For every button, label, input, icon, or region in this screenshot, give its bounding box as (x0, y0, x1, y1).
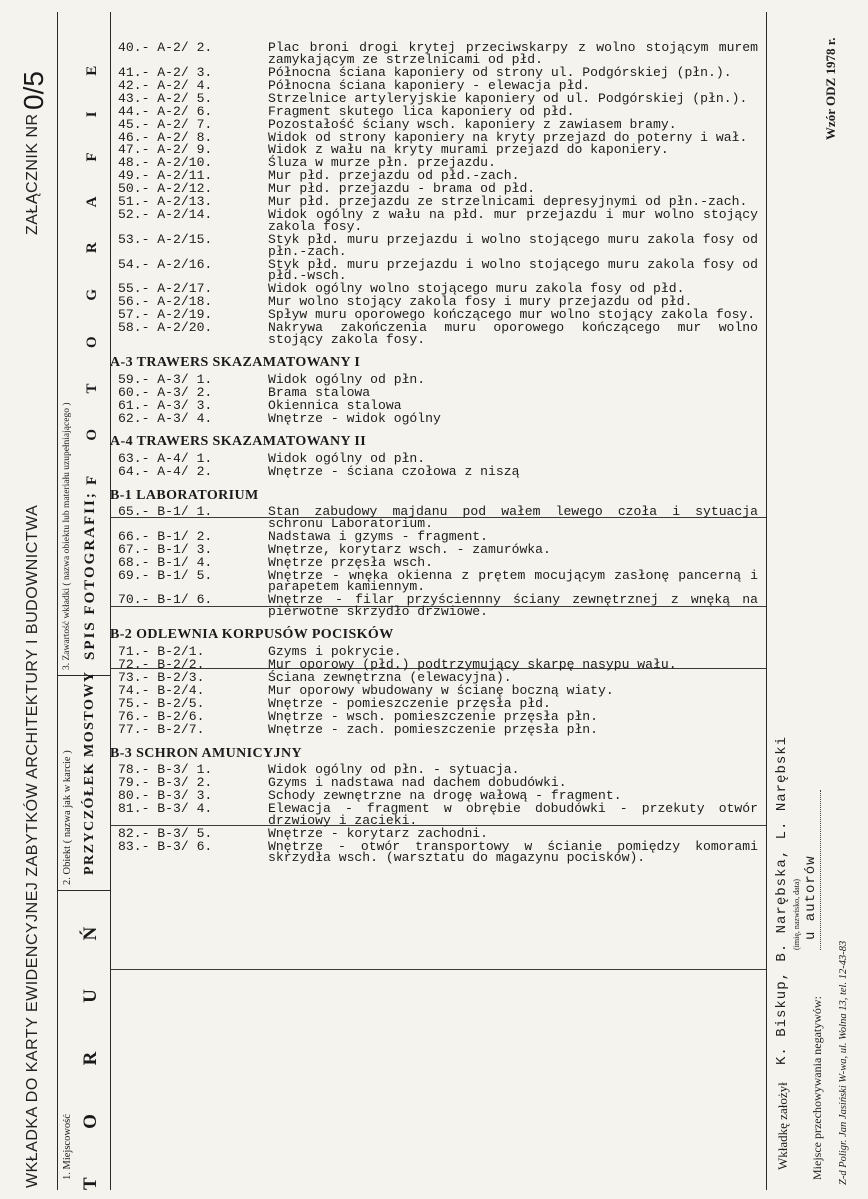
photo-number: 44.- A-2/ 6. (118, 103, 213, 119)
section-heading: B-1 LABORATORIUM (110, 487, 259, 503)
list-item (118, 777, 758, 789)
photo-number: 70.- B-1/ 6. (118, 592, 213, 608)
photo-number: 68.- B-1/ 4. (118, 554, 213, 570)
photo-description: Elewacja - fragment w obrębie dobudówki - przekuty otwór drzwiowy i zacieki. (268, 801, 758, 828)
photo-description: Wnętrze przęsła wsch. (268, 554, 434, 570)
list-item (118, 711, 758, 723)
list-item (118, 659, 758, 671)
photo-description: Spływ muru oporowego kończącego mur wolno stojący zakola fosy. (268, 307, 756, 323)
photo-description: Widok z wału na kryty murami przejazd do kaponiery. (268, 142, 669, 158)
list-item (118, 410, 758, 426)
right-border (766, 12, 767, 1190)
attachment-number: 0/5 (18, 71, 49, 110)
photo-number: 40.- A-2/ 2. (118, 40, 213, 55)
photo-description: Wnętrze, korytarz wsch. - zamurówka. (268, 541, 551, 557)
photo-number: 42.- A-2/ 4. (118, 77, 213, 93)
photo-description: Plac broni drogi krytej przeciwskarpy z wolno stojącym murem zamykającym ze strzelnicami od płd. (268, 40, 758, 67)
list-item (118, 790, 758, 802)
field-content-label: 3. Zawartość wkładki ( nazwa obiektu lub materiału uzupełniającego ) (62, 402, 72, 670)
form-code: Wzór ODZ 1978 r. (823, 37, 838, 140)
photo-number: 64.- A-4/ 2. (118, 464, 213, 479)
photo-description: Wnętrze - pomieszczenie przęsła płd. (268, 696, 551, 712)
photo-number: 71.- B-2/1. (118, 644, 205, 660)
author-value: K. Biskup, B. Narębska, L. Narębski (774, 735, 790, 1065)
photo-number: 83.- B-3/ 6. (118, 838, 213, 854)
photo-number: 54.- A-2/16. (118, 256, 213, 272)
field-object-value: PRZYCZÓŁEK MOSTOWY (82, 670, 97, 875)
list-item (118, 384, 758, 400)
section-rule (110, 969, 766, 970)
photo-description: Gzyms i pokrycie. (268, 644, 402, 660)
field-content-value-2: F O T O G R A F I E (84, 49, 100, 485)
photo-number: 77.- B-2/7. (118, 721, 205, 737)
photo-description: Nakrywa zakończenia muru oporowego kończącego mur wolno stojący zakola fosy. (268, 320, 758, 347)
photo-number: 62.- A-3/ 4. (118, 410, 213, 426)
list-item (118, 528, 758, 544)
photo-number: 52.- A-2/14. (118, 207, 213, 223)
list-item (118, 157, 758, 169)
photo-description: Północna ściana kaponiery od strony ul. Podgórskiej (płn.). (268, 64, 732, 80)
photo-number: 58.- A-2/20. (118, 320, 213, 336)
photo-description: Styk płd. muru przejazdu i wolno stojącego muru zakola fosy od płd.-wsch. (268, 256, 758, 284)
photo-description: Okiennica stalowa (268, 397, 402, 413)
list-item (118, 646, 758, 658)
list-item (118, 231, 758, 259)
list-item (118, 371, 758, 387)
list-item (118, 397, 758, 413)
list-item (118, 42, 758, 65)
photo-description: Północna ściana kaponiery - elewacja płd. (268, 77, 591, 93)
list-item (118, 170, 758, 182)
photo-description: Widok ogólny wolno stojącego muru zakola fosy od płd. (268, 281, 685, 297)
author-label: Wkładkę założył (775, 1082, 790, 1170)
photo-description: Mur płd. przejazdu ze strzelnicami depresyjnymi od płn.-zach. (268, 194, 748, 210)
photo-description: Gzyms i nadstawa nad dachem dobudówki. (268, 775, 567, 791)
attachment-label: ZAŁĄCZNIK NR (24, 113, 41, 235)
printer-info: Z-d Poligr. Jan Jasiński W-wa, ul. Wolna 13, tel. 12-43-83 (838, 940, 849, 1185)
field-content-value: SPIS FOTOGRAFII; (82, 491, 98, 660)
photo-number: 63.- A-4/ 1. (118, 451, 213, 467)
list-item (118, 77, 758, 93)
photo-description: Wnętrze - filar przyściennny ściany zewnętrznej z wnęką na pierwotne skrzydło drzwiowe. (268, 592, 758, 619)
negatives-dotted-line (820, 790, 822, 950)
photo-number: 78.- B-3/ 1. (118, 762, 213, 778)
photo-number: 67.- B-1/ 3. (118, 541, 213, 557)
list-item (118, 567, 758, 595)
photo-description: Widok ogólny od płn. (268, 451, 426, 467)
list-item (118, 296, 758, 308)
photo-description: Pozostałość ściany wsch. kaponiery z zawiasem bramy. (268, 116, 677, 132)
photo-number: 73.- B-2/3. (118, 670, 205, 686)
list-item (118, 803, 758, 826)
photo-description: Wnętrze - wnęka okienna z prętem mocującym zasłonę pancerną i parapetem kamiennym. (268, 567, 758, 595)
photo-number: 47.- A-2/ 9. (118, 142, 213, 158)
photo-number: 56.- A-2/18. (118, 294, 213, 310)
photo-description: Ściana zewnętrzna (elewacyjna). (268, 670, 512, 686)
photo-number: 72.- B-2/2. (118, 657, 205, 673)
photo-description: Wnętrze - wsch. pomieszczenie przęsła płn. (268, 709, 599, 724)
photo-number: 66.- B-1/ 2. (118, 528, 213, 544)
photo-number: 55.- A-2/17. (118, 281, 213, 297)
list-item (118, 685, 758, 697)
form-main-title: WKŁADKA DO KARTY EWIDENCYJNEJ ZABYTKÓW ARCHITEKTURY I BUDOWNICTWA (24, 504, 41, 1188)
photo-number: 48.- A-2/10. (118, 155, 213, 171)
list-item (118, 838, 758, 866)
list-item (118, 466, 758, 478)
list-item (118, 256, 758, 284)
photo-description: Wnętrze - zach. pomieszczenie przęsła płn. (268, 721, 599, 737)
section-heading: B-3 SCHRON AMUNICYJNY (110, 745, 302, 761)
list-item (118, 698, 758, 710)
photo-description: Widok ogólny od płn. - sytuacja. (268, 762, 520, 778)
photo-number: 43.- A-2/ 5. (118, 90, 213, 106)
photo-number: 65.- B-1/ 1. (118, 504, 213, 520)
photo-description: Styk płd. muru przejazdu i wolno stojącego muru zakola fosy od płn.-zach. (268, 231, 758, 259)
list-item (118, 144, 758, 156)
section-heading: A-4 TRAWERS SKAZAMATOWANY II (110, 434, 367, 450)
list-item (118, 64, 758, 80)
photo-description: Śluza w murze płn. przejazdu. (268, 155, 496, 171)
photo-number: 74.- B-2/4. (118, 683, 205, 699)
list-item (118, 103, 758, 119)
photo-description: Widok ogólny od płn. (268, 371, 426, 387)
photo-description: Mur oporowy (płd.) podtrzymujący skarpę nasypu wału. (268, 657, 677, 673)
photo-number: 59.- A-3/ 1. (118, 371, 213, 387)
field-divider (57, 890, 110, 891)
photo-description: Wnętrze - widok ogólny (268, 410, 441, 426)
photo-number: 81.- B-3/ 4. (118, 801, 213, 817)
list-item (118, 554, 758, 570)
list-item (118, 672, 758, 684)
list-item (118, 825, 758, 841)
list-item (118, 541, 758, 557)
section-heading: B-2 ODLEWNIA KORPUSÓW POCISKÓW (110, 627, 394, 643)
photo-number: 46.- A-2/ 8. (118, 129, 213, 145)
section-heading: A-3 TRAWERS SKAZAMATOWANY I (110, 355, 361, 371)
list-item (118, 453, 758, 465)
negatives-label: Miejsce przechowywania negatywów: (810, 996, 824, 1180)
photo-description: Fragment skutego lica kaponiery od płd. (268, 103, 575, 119)
photo-number: 60.- A-3/ 2. (118, 384, 213, 400)
photo-number: 49.- A-2/11. (118, 168, 213, 184)
photo-number: 57.- A-2/19. (118, 307, 213, 323)
list-item (118, 209, 758, 232)
photo-description: Widok ogólny z wału na płd. mur przejazdu i mur wolno stojący zakola fosy. (268, 207, 758, 234)
list-item (118, 322, 758, 345)
list-item (118, 196, 758, 208)
list-item (118, 506, 758, 529)
photo-description: Schody zewnętrzne na drogę wałową - fragment. (268, 788, 622, 804)
list-item (118, 116, 758, 132)
list-item (118, 309, 758, 321)
photo-number: 69.- B-1/ 5. (118, 567, 213, 583)
photo-description: Mur wolno stojący zakola fosy i mury przejazdu od płd. (268, 294, 693, 310)
photo-number: 82.- B-3/ 5. (118, 825, 213, 841)
photo-description: Nadstawa i gzyms - fragment. (268, 528, 489, 544)
photo-number: 51.- A-2/13. (118, 194, 213, 210)
author-hint: (imię, nazwisko, data) (792, 878, 801, 950)
photo-number: 50.- A-2/12. (118, 181, 213, 197)
photo-number: 80.- B-3/ 3. (118, 788, 213, 804)
field-object-label: 2. Obiekt ( nazwa jak w karcie ) (62, 750, 73, 885)
list-item (118, 594, 758, 617)
photo-description: Widok od strony kaponiery na kryty przejazd do poterny i wał. (268, 129, 748, 145)
photo-number: 45.- A-2/ 7. (118, 116, 213, 132)
list-item (118, 721, 758, 737)
photo-number: 61.- A-3/ 3. (118, 397, 213, 413)
photo-description: Stan zabudowy majdanu pod wałem lewego czoła i sytuacja schronu Laboratorium. (268, 504, 758, 531)
photo-description: Mur oporowy wbudowany w ścianę boczną wiaty. (268, 683, 614, 699)
photo-description: Wnętrze - korytarz zachodni. (268, 825, 489, 841)
field-place-label: 1. Miejscowość (62, 1114, 73, 1180)
photo-description: Brama stalowa (268, 384, 371, 400)
photo-description: Wnętrze - ściana czołowa z niszą (268, 464, 520, 479)
list-item (118, 90, 758, 106)
photo-number: 53.- A-2/15. (118, 231, 213, 247)
photo-number: 41.- A-2/ 3. (118, 64, 213, 80)
list-item (118, 129, 758, 145)
photo-description: Strzelnice artyleryjskie kaponiery od ul. Podgórskiej (płn.). (268, 90, 748, 106)
column-divider (110, 12, 111, 1190)
photo-description: Mur płd. przejazdu od płd.-zach. (268, 168, 520, 184)
column-divider (57, 12, 58, 1190)
photo-description: Wnętrze - otwór transportowy w ścianie pomiędzy komorami skrzydła wsch. (warsztatu do magazynu pocisków). (268, 838, 758, 866)
list-item (118, 764, 758, 776)
photo-number: 79.- B-3/ 2. (118, 775, 213, 791)
photo-list (110, 40, 758, 866)
photo-number: 75.- B-2/5. (118, 696, 205, 712)
field-place-value: T O R U Ń (80, 904, 101, 1190)
author-value-2: u autorów (803, 855, 819, 940)
list-item (118, 183, 758, 195)
photo-description: Mur płd. przejazdu - brama od płd. (268, 181, 536, 197)
list-item (118, 283, 758, 295)
photo-number: 76.- B-2/6. (118, 709, 205, 724)
